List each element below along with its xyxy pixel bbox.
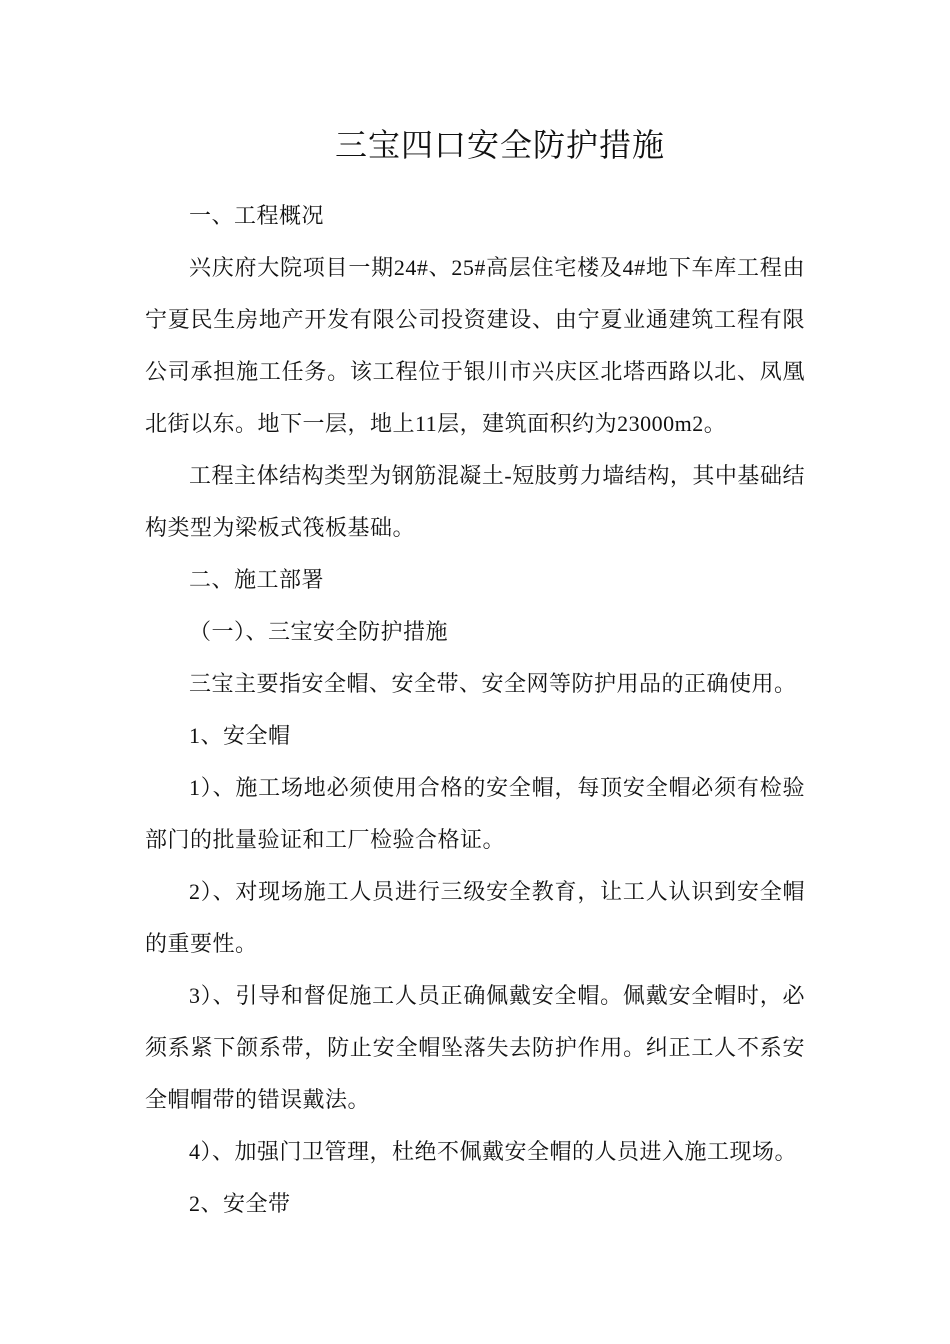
paragraph-structure-type: 工程主体结构类型为钢筋混凝土-短肢剪力墙结构，其中基础结构类型为梁板式筏板基础。	[145, 463, 805, 540]
section-heading-overview: 一、工程概况	[189, 203, 325, 228]
list-item-helmet-2: 2）、对现场施工人员进行三级安全教育，让工人认识到安全帽的重要性。	[145, 879, 805, 956]
section-heading-deployment: 二、施工部署	[189, 567, 325, 592]
document-title: 三宝四口安全防护措施	[334, 127, 665, 163]
paragraph-project-description: 兴庆府大院项目一期24#、25#高层住宅楼及4#地下车库工程由宁夏民生房地产开发有限公司投资建设、由宁夏业通建筑工程有限公司承担施工任务。该工程位于银川市兴庆区北塔西路以北、凤凰北街以东。地下一层，地上11层，建筑面积约为23000m2。	[145, 255, 805, 436]
item-heading-safety-belt: 2、安全带	[189, 1191, 291, 1216]
list-item-helmet-1: 1）、施工场地必须使用合格的安全帽，每顶安全帽必须有检验部门的批量验证和工厂检验合格证。	[145, 775, 805, 852]
item-heading-safety-helmet: 1、安全帽	[189, 723, 291, 748]
document-body	[145, 190, 805, 1230]
list-item-helmet-3: 3）、引导和督促施工人员正确佩戴安全帽。佩戴安全帽时，必须系紧下颌系带，防止安全帽坠落失去防护作用。纠正工人不系安全帽帽带的错误戴法。	[145, 983, 805, 1112]
list-item-helmet-4: 4）、加强门卫管理，杜绝不佩戴安全帽的人员进入施工现场。	[189, 1139, 798, 1164]
paragraph-three-treasures-intro: 三宝主要指安全帽、安全带、安全网等防护用品的正确使用。	[189, 671, 797, 696]
subsection-heading-three-treasures: （一）、三宝安全防护措施	[189, 619, 449, 644]
